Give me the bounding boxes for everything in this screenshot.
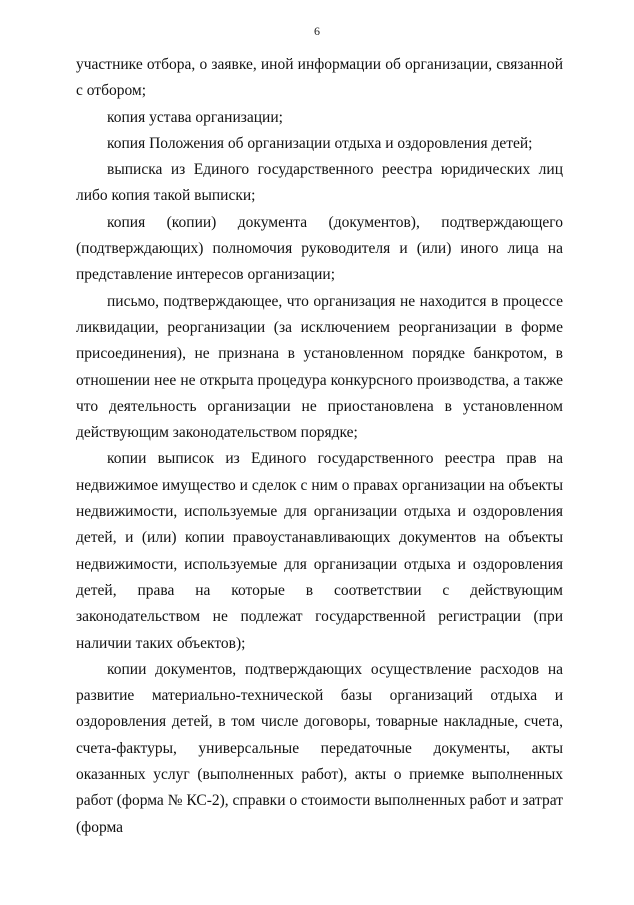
page-number: 6 (314, 24, 320, 38)
paragraph-continuation: участнике отбора, о заявке, иной информации об организации, связанной с отбором; (76, 56, 563, 100)
paragraph-charter-copy: копия устава организации; (107, 108, 283, 126)
paragraph-expense-documents: копии документов, подтверждающих осуществление расходов на развитие материально-технической базы организаций отдыха и оздоровления детей, в том числе договоры, товарные накладные, счета, счета-фактуры, универсальные передаточные документы, акты оказанных услуг (выполненных работ), акты о приемке выполненных работ (форма № КС-2), справки о стоимости выполненных работ и затрат (форма (76, 660, 563, 836)
paragraph-property-extracts: копии выписок из Единого государственного реестра прав на недвижимое имущество и сделок с ним о правах организации на объекты недвижимости, используемые для организации отдыха и оздоровления детей, и (или) копии правоустанавливающих документов на объекты недвижимости, используемые для организации отдыха и оздоровления детей, права на которые в соответствии с действующим законодательством не подлежат государственной регистрации (при наличии таких объектов); (76, 450, 563, 652)
paragraph-regulation-copy: копия Положения об организации отдыха и оздоровления детей; (107, 134, 533, 152)
document-body (76, 52, 563, 841)
paragraph-status-letter: письмо, подтверждающее, что организация не находится в процессе ликвидации, реорганизации (за исключением реорганизации в форме присоединения), не признана в установленном порядке банкротом, в отношении нее не открыта процедура конкурсного производства, а также что деятельность организации не приостановлена в установленном действующим законодательством порядке; (76, 292, 563, 442)
paragraph-authority-documents: копия (копии) документа (документов), подтверждающего (подтверждающих) полномочия руководителя и (или) иного лица на представление интересов организации; (76, 213, 563, 284)
paragraph-registry-extract: выписка из Единого государственного реестра юридических лиц либо копия такой выписки; (76, 161, 563, 205)
